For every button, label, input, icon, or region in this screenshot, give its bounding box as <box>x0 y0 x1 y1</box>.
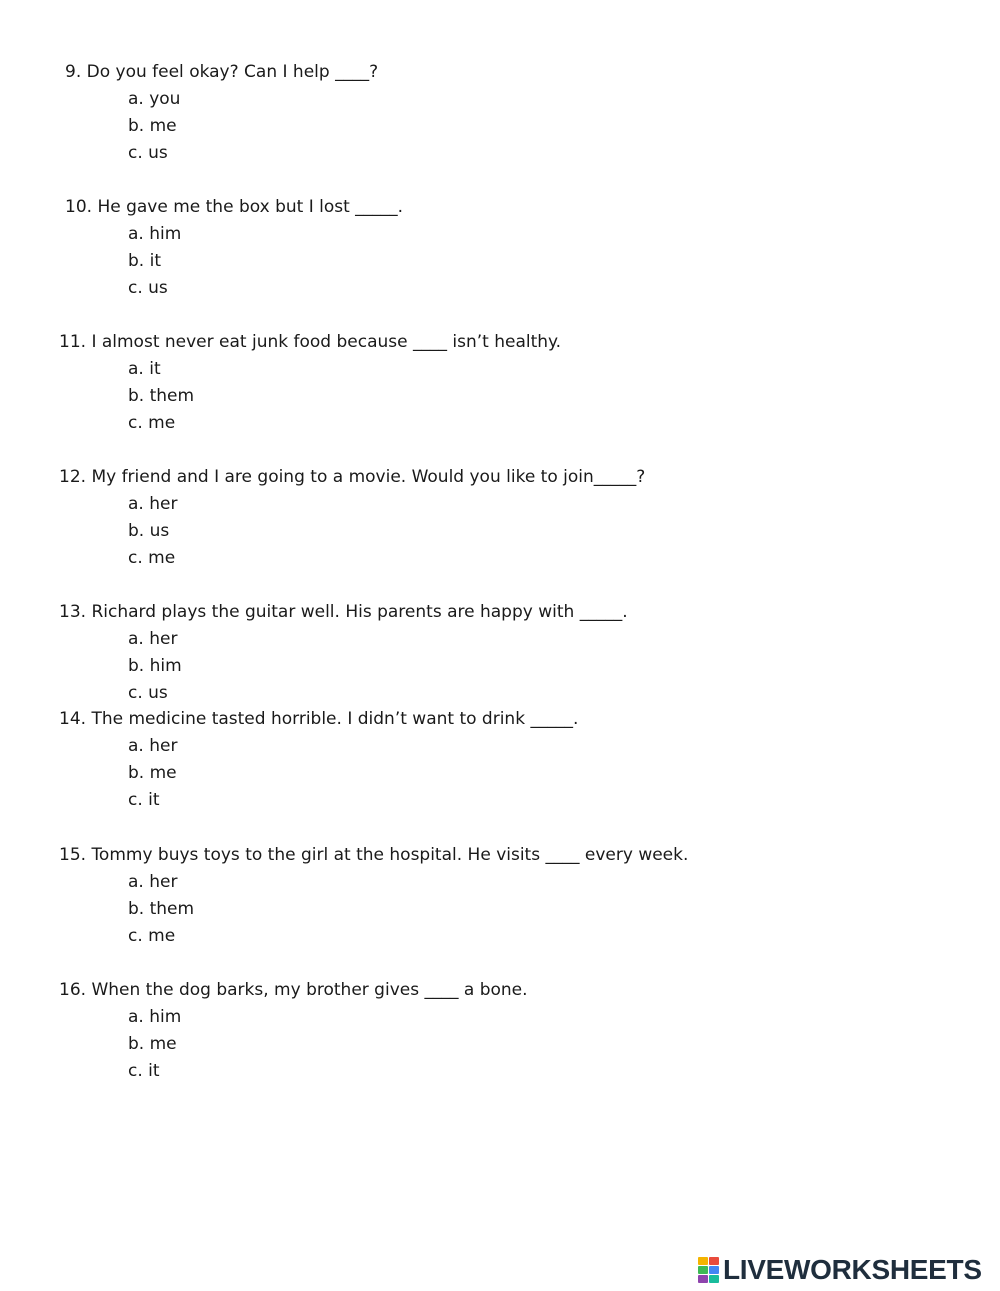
question-text: 12. My friend and I are going to a movie. Would you like to join_____? <box>59 467 646 487</box>
question-text: 16. When the dog barks, my brother gives ____ a bone. <box>59 980 528 1000</box>
option-c: c. it <box>128 1061 160 1081</box>
option-c: c. me <box>128 413 176 433</box>
logo-block <box>698 1275 708 1283</box>
option-a: a. him <box>128 224 182 244</box>
question-text: 9. Do you feel okay? Can I help ____? <box>65 62 379 82</box>
option-b: b. me <box>128 1034 177 1054</box>
option-a: a. her <box>128 872 178 892</box>
question-text: 13. Richard plays the guitar well. His parents are happy with _____. <box>59 602 628 622</box>
liveworksheets-logo <box>698 1255 998 1285</box>
option-c: c. it <box>128 790 160 810</box>
option-a: a. it <box>128 359 161 379</box>
option-a: a. her <box>128 736 178 756</box>
logo-block <box>698 1266 708 1274</box>
option-c: c. me <box>128 926 176 946</box>
option-b: b. me <box>128 116 177 136</box>
question-text: 10. He gave me the box but I lost _____. <box>65 197 404 217</box>
option-b: b. him <box>128 656 182 676</box>
option-a: a. him <box>128 1007 182 1027</box>
option-b: b. them <box>128 899 195 919</box>
logo-block <box>709 1257 719 1265</box>
logo-block <box>709 1275 719 1283</box>
option-a: a. you <box>128 89 181 109</box>
logo-block <box>709 1266 719 1274</box>
option-c: c. us <box>128 278 168 298</box>
option-c: c. us <box>128 143 168 163</box>
question-text: 15. Tommy buys toys to the girl at the hospital. He visits ____ every week. <box>59 845 689 865</box>
question-text: 14. The medicine tasted horrible. I didn’t want to drink _____. <box>59 709 579 729</box>
option-a: a. her <box>128 629 178 649</box>
option-b: b. us <box>128 521 170 541</box>
liveworksheets-icon <box>698 1257 719 1283</box>
question-text: 11. I almost never eat junk food because ____ isn’t healthy. <box>59 332 562 352</box>
option-b: b. them <box>128 386 195 406</box>
option-c: c. me <box>128 548 176 568</box>
option-b: b. me <box>128 763 177 783</box>
option-c: c. us <box>128 683 168 703</box>
logo-block <box>698 1257 708 1265</box>
logo-text: LIVEWORKSHEETS <box>723 1254 982 1285</box>
option-b: b. it <box>128 251 161 271</box>
option-a: a. her <box>128 494 178 514</box>
